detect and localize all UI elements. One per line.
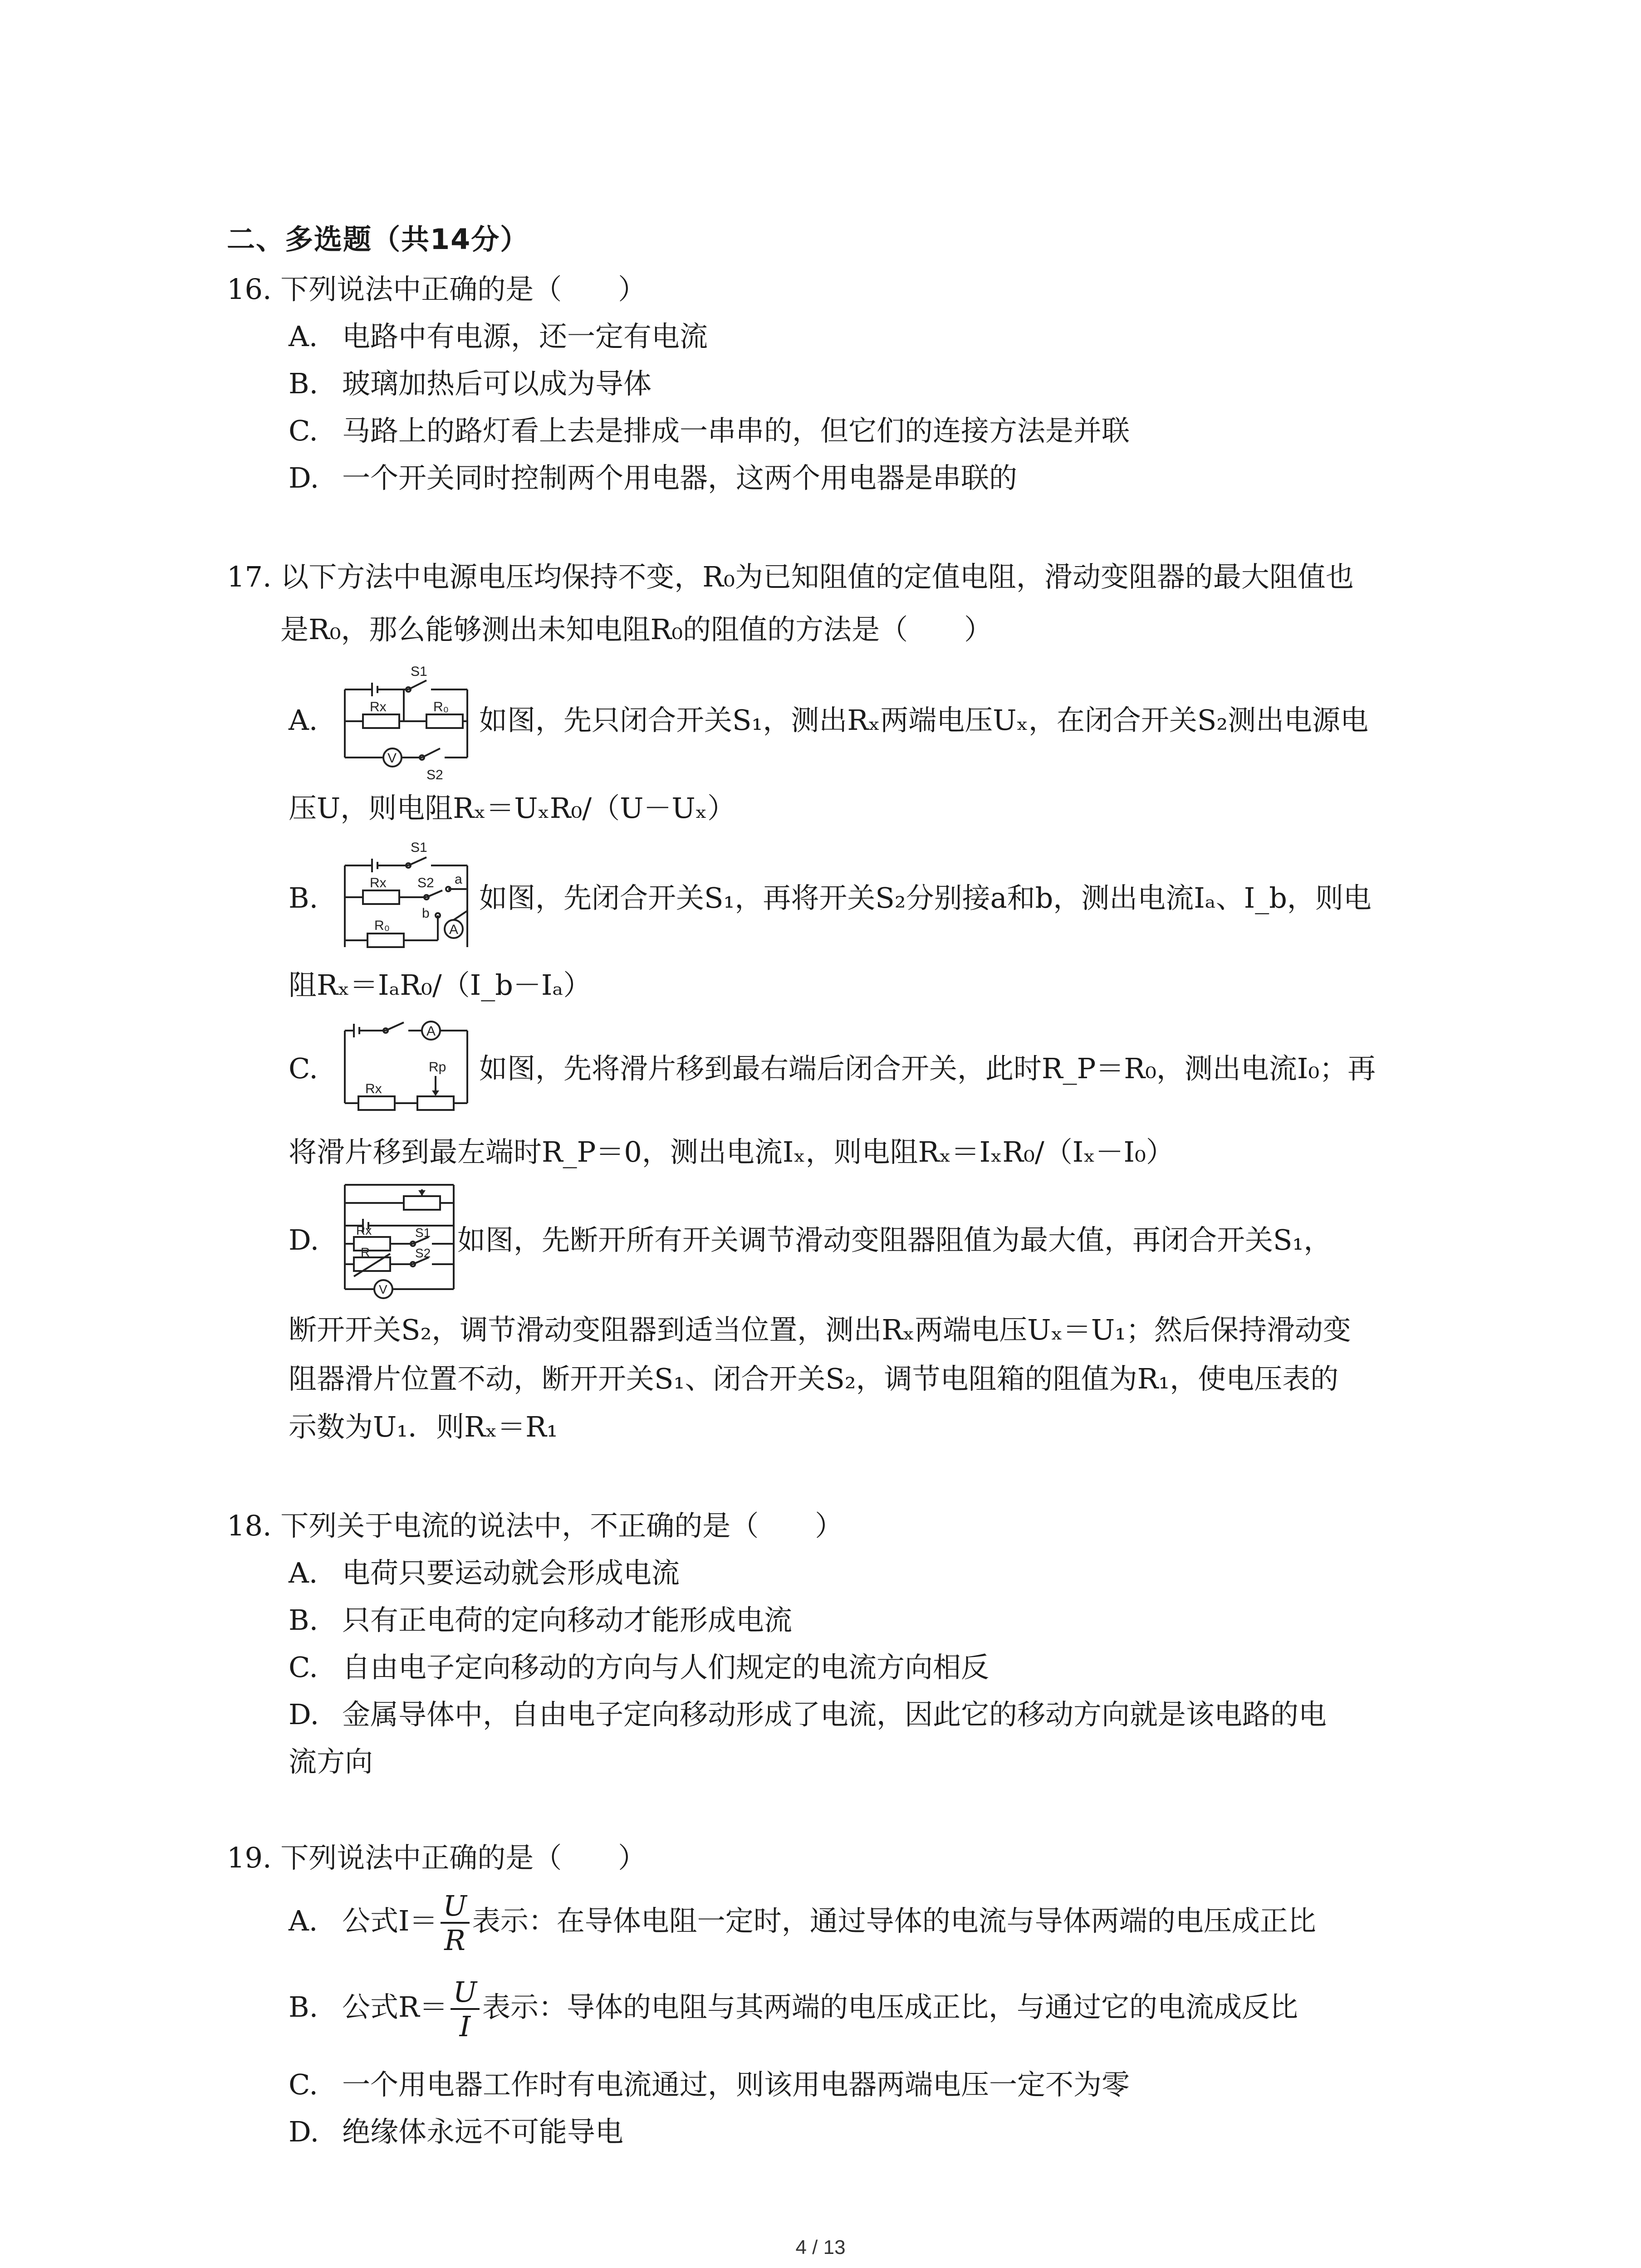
option-text: 一个开关同时控制两个用电器，这两个用电器是串联的 [342, 461, 1018, 494]
label-meter: A [426, 1024, 436, 1039]
q16-option-c [289, 413, 1130, 449]
option-text: 只有正电荷的定向移动才能形成电流 [342, 1603, 793, 1637]
option-text: 一个用电器工作时有电流通过，则该用电器两端电压一定不为零 [342, 2068, 1130, 2101]
q17-option-d-line4: 示数为U₁．则Rₓ＝R₁ [289, 1410, 558, 1443]
q18-option-b [289, 1602, 792, 1638]
label-s2: S2 [426, 767, 443, 782]
q19-option-a [289, 1882, 1316, 1960]
option-text: 电荷只要运动就会形成电流 [342, 1556, 680, 1589]
label-b: b [422, 906, 430, 921]
option-text: 玻璃加热后可以成为导体 [342, 367, 652, 400]
circuit-diagram-d [336, 1171, 463, 1303]
q19-option-b [289, 1969, 1298, 2046]
q17-option-a-line2: 压U，则电阻Rₓ＝UₓR₀/（U－Uₓ） [289, 792, 735, 825]
q16-stem: 16. 下列说法中正确的是（ ） [227, 273, 647, 306]
section-title: 二、多选题（共14分） [227, 223, 529, 256]
option-letter: D. [289, 1698, 319, 1731]
option-letter: C. [289, 1651, 318, 1684]
option-text: 表示：在导体电阻一定时，通过导体的电流与导体两端的电压成正比 [472, 1904, 1316, 1937]
label-meter: V [379, 1282, 387, 1296]
option-text: 自由电子定向移动的方向与人们规定的电流方向相反 [342, 1651, 989, 1684]
label-meter: V [387, 751, 397, 766]
option-letter: C. [289, 2068, 318, 2101]
label-s1: S1 [411, 840, 427, 855]
option-text: 表示：导体的电阻与其两端的电压成正比，与通过它的电流成反比 [482, 1990, 1298, 2024]
circuit-figure-b [336, 838, 476, 958]
q17-option-d-line2: 断开开关S₂，调节滑动变阻器到适当位置，测出Rₓ两端电压Uₓ＝U₁；然后保持滑动变 [289, 1313, 1351, 1346]
label-s2: S2 [415, 1246, 431, 1260]
label-r: R [361, 1245, 370, 1259]
q17-option-a-line1: 如图，先只闭合开关S₁，测出Rₓ两端电压Uₓ，在闭合开关S₂测出电源电 [479, 704, 1369, 737]
option-letter: A. [289, 1556, 318, 1589]
circuit-figure-a [336, 662, 476, 785]
label-rp: Rp [429, 1060, 446, 1075]
label-rx: Rx [365, 1081, 382, 1096]
circuit-diagram-c [336, 1012, 476, 1117]
fraction-numerator: U [451, 1978, 480, 2010]
q17-option-d-line3: 阻器滑片位置不动，断开开关S₁、闭合开关S₂，调节电阻箱的阻值为R₁，使电压表的 [289, 1362, 1339, 1395]
q17-stem-line1: 17. 以下方法中电源电压均保持不变，R₀为已知阻值的定值电阻，滑动变阻器的最大阻值也 [227, 560, 1354, 593]
option-text: 绝缘体永远不可能导电 [342, 2115, 624, 2148]
q17-option-c-line1: 如图，先将滑片移到最右端后闭合开关，此时R_P＝R₀，测出电流I₀；再 [479, 1052, 1376, 1085]
q16-option-b [289, 366, 652, 402]
label-a: a [455, 872, 462, 887]
option-text: 马路上的路灯看上去是排成一串串的，但它们的连接方法是并联 [342, 414, 1130, 447]
label-s2: S2 [417, 875, 434, 890]
option-text: 电路中有电源，还一定有电流 [342, 320, 708, 353]
option-letter: A. [289, 320, 318, 353]
option-letter: C. [289, 414, 318, 447]
q19-stem: 19. 下列说法中正确的是（ ） [227, 1841, 647, 1874]
q18-option-d [289, 1696, 1327, 1733]
label-s1: S1 [415, 1226, 431, 1240]
page-number: 4 / 13 [795, 2236, 846, 2258]
option-letter: A. [289, 1904, 318, 1937]
label-s1: S1 [411, 664, 427, 679]
q17-option-c-letter: C. [289, 1052, 318, 1085]
label-r0: R₀ [374, 918, 390, 933]
circuit-diagram-a [336, 662, 476, 785]
circuit-figure-d [336, 1171, 463, 1303]
q16-option-a [289, 318, 708, 355]
q17-option-d-line1: 如图，先断开所有开关调节滑动变阻器阻值为最大值，再闭合开关S₁， [457, 1223, 1332, 1256]
q18-option-d-line2: 流方向 [289, 1745, 373, 1778]
option-letter: B. [289, 1990, 318, 2024]
q18-option-c [289, 1649, 989, 1686]
q17-stem-line2: 是R₀，那么能够测出未知电阻R₀的阻值的方法是（ ） [280, 613, 993, 646]
option-text: 金属导体中，自由电子定向移动形成了电流，因此它的移动方向就是该电路的电 [342, 1698, 1327, 1731]
q18-stem: 18. 下列关于电流的说法中，不正确的是（ ） [227, 1509, 843, 1542]
q17-option-b-line2: 阻Rₓ＝IₐR₀/（I_b－Iₐ） [289, 968, 592, 1002]
q17-option-b-line1: 如图，先闭合开关S₁，再将开关S₂分别接a和b，测出电流Iₐ、I_b，则电 [479, 881, 1372, 914]
fraction-u-over-r [441, 1889, 470, 1957]
label-rx: Rx [370, 699, 387, 714]
q17-option-d-letter: D. [289, 1223, 319, 1256]
q19-option-c [289, 2067, 1130, 2103]
circuit-diagram-b [336, 838, 476, 958]
q17-option-b-letter: B. [289, 881, 318, 914]
fraction-numerator: U [441, 1892, 470, 1924]
option-letter: D. [289, 2115, 319, 2148]
option-letter: B. [289, 1603, 318, 1637]
q17-option-c-line2: 将滑片移到最左端时R_P＝0，测出电流Iₓ，则电阻Rₓ＝IₓR₀/（Iₓ－I₀） [289, 1135, 1174, 1168]
label-rx: Rx [370, 875, 387, 890]
formula-prefix: 公式I＝ [342, 1904, 438, 1937]
fraction-denominator: R [444, 1923, 465, 1957]
q16-option-d [289, 460, 1017, 496]
label-rx: Rx [356, 1223, 372, 1237]
circuit-figure-c [336, 1012, 476, 1117]
option-letter: D. [289, 461, 319, 494]
q18-option-a [289, 1555, 680, 1591]
option-letter: B. [289, 367, 318, 400]
fraction-u-over-i [451, 1975, 480, 2043]
q19-option-d [289, 2114, 623, 2150]
fraction-denominator: I [459, 2009, 471, 2043]
q17-option-a-letter: A. [289, 704, 318, 737]
label-r0: R₀ [433, 699, 449, 714]
formula-prefix: 公式R＝ [342, 1990, 448, 2024]
label-meter: A [449, 922, 459, 937]
